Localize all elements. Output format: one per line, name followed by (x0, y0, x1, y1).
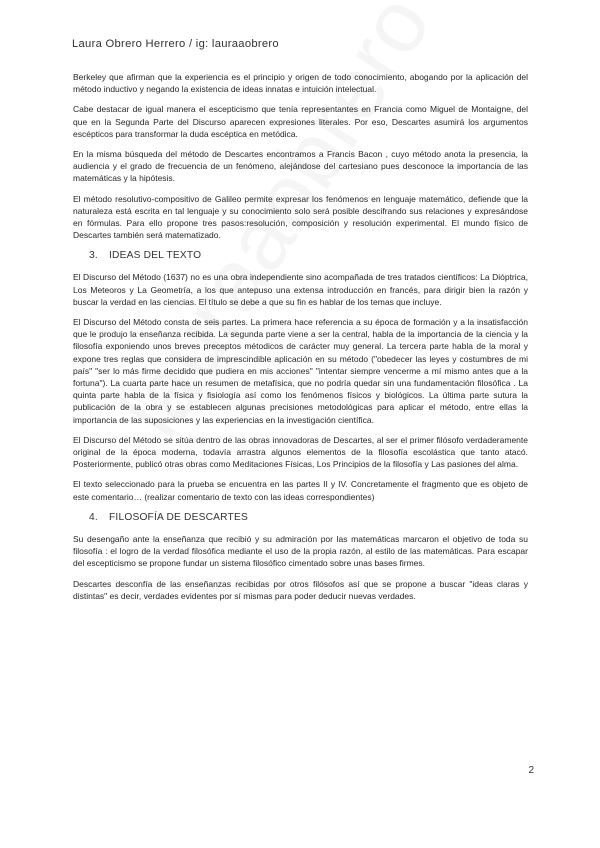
document-body (73, 71, 528, 610)
paragraph: El Discurso del Método (1637) no es una obra independiente sino acompañada de tres tratados científicos: La Dióptrica, Los Meteoros y La Geometría, a los que antepuso una extensa introducción en francés, para dirigir bien la razón y buscar la verdad en las ciencias. El título se debe a que su fin es hablar de los temas que incluye. (73, 272, 528, 307)
page-number: 2 (528, 765, 534, 776)
section-number: 3. (89, 250, 98, 262)
section-title: FILOSOFÍA DE DESCARTES (109, 511, 248, 523)
section-title: IDEAS DEL TEXTO (109, 250, 202, 262)
paragraph: En la misma búsqueda del método de Descartes encontramos a Francis Bacon , cuyo método anota la presencia, la audiencia y el grado de frecuencia de un fenómeno, alejándose del cartesiano pues desconoce la importancia de las matemáticas y la hipótesis. (73, 149, 528, 184)
paragraph: El Discurso del Método consta de seis partes. La primera hace referencia a su época de formación y a la insatisfacción que le produjo la enseñanza recibida. La segunda parte viene a ser la central, habla de la importancia de la ciencia y la filosofía exponiendo unos breves preceptos métodicos de carácter muy general. La tercera parte habla de la moral y expone tres reglas que considera de imprescindible aplicación en su método ("obedecer las leyes y costumbres de mi país" "ser lo más firme decidido que pudiera en mis acciones" "intentar siempre vencerme a mí mismo antes que a la fortuna"). La cuarta parte hace un resumen de metafísica, que no podría quedar sin una fundamentación filosófica . La quinta parte habla de la física y fisiología así como los fenómenos físicos y biológicos. La última parte sutura la publicación de la obra y se establecen algunas precisiones metodológicas para aplicar el método, entre ellas la importancia de las suposiciones y las experiencias en la investigación científica. (73, 317, 528, 425)
paragraph: El método resolutivo-compositivo de Galileo permite expresar los fenómenos en lenguaje matemático, defiende que la naturaleza está escrita en tal lenguaje y su conocimiento solo será posible descifrando sus relaciones y expresándose en fórmulas. Para ello propone tres pasos:resolución, composición y resolución experimental. El mundo físico de Descartes también será matematizado. (73, 193, 528, 241)
paragraph: Cabe destacar de igual manera el escepticismo que tenía representantes en Francia como Miguel de Montaigne, del que en la Segunda Parte del Discurso aparecen expresiones literales. Por eso, Descartes asumirá los argumentos escépticos para transformar la duda escéptica en metódica. (73, 104, 528, 139)
section-heading-ideas (89, 249, 528, 263)
paragraph: Descartes desconfía de las enseñanzas recibidas por otros filósofos así que se propone a buscar "ideas claras y distintas" es decir, verdades evidentes por sí mismas para poder deducir nuevas verdades. (73, 578, 528, 601)
section-heading-filosofia (89, 511, 528, 525)
paragraph: Su desengaño ante la enseñanza que recibió y su admiración por las matemáticas marcaron el objetivo de toda su filosofía : el logro de la verdad filosófica mediante el uso de la propia razón, al estilo de las matemáticas. Para escapar del escepticismo se propone fundar un sistema filosófico cimentado sobre unas bases firmes. (73, 533, 528, 569)
paragraph: Berkeley que afirman que la experiencia es el principio y origen de todo conocimiento, abogando por la aplicación del método inductivo y negando la existencia de ideas innatas e intuición intelectual. (73, 72, 528, 95)
page-header-author: Laura Obrero Herrero / ig: lauraaobrero (72, 38, 279, 50)
section-number: 4. (89, 511, 98, 523)
paragraph: El texto seleccionado para la prueba se encuentra en las partes II y IV. Concretamente el fragmento que es objeto de este comentario… (realizar comentario de texto con las ideas correspondientes) (73, 479, 528, 502)
paragraph: El Discurso del Método se sitúa dentro de las obras innovadoras de Descartes, al ser el primer filósofo verdaderamente original de la época moderna, todavía arrastra algunos elementos de la filosofía escolástica que tanto atacó. Posteriormente, publicó otras obras como Meditaciones Físicas, Los Principios de la filosofía y Las pasiones del alma. (73, 434, 528, 470)
